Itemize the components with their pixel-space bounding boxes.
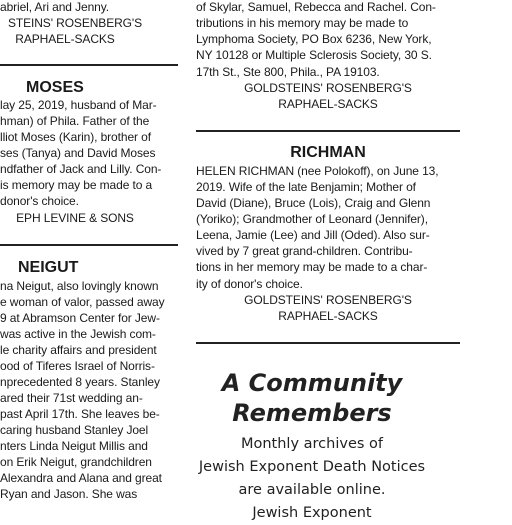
- left-column: [0, 0, 178, 512]
- obituary-text-line: nprecedented 8 years. Stanley: [0, 375, 160, 389]
- funeral-home-line: EPH LEVINE & SONS: [16, 211, 134, 225]
- obituary-text-line: na Neigut, also lovingly known: [0, 279, 159, 293]
- section-divider: [0, 244, 178, 246]
- obituary-text-line: (Yoriko); Grandmother of Leonard (Jennifer),: [196, 212, 428, 226]
- obituary-text-line: was active in the Jewish com-: [0, 327, 156, 341]
- funeral-home-line: GOLDSTEINS' ROSENBERG'S: [244, 293, 412, 307]
- obituary-text-line: Lymphoma Society, PO Box 6236, New York,: [196, 32, 432, 46]
- obituary-text-line: tributions in his memory may be made to: [196, 16, 409, 30]
- obituary-text-line: le charity affairs and president: [0, 343, 157, 357]
- obituary-text-line: Leena, Jamie (Lee) and Jill (Oded). Also sur-: [196, 228, 430, 242]
- obituary-heading-neigut: NEIGUT: [18, 259, 79, 276]
- promo-text-line: Jewish Exponent Death Notices: [198, 459, 426, 475]
- funeral-home-line: RAPHAEL-SACKS: [15, 32, 115, 46]
- obituary-text-line: e woman of valor, passed away: [0, 295, 165, 309]
- section-divider: [0, 64, 178, 66]
- obituary-heading-moses: MOSES: [26, 79, 84, 96]
- funeral-home-line: GOLDSTEINS' ROSENBERG'S: [244, 81, 412, 95]
- obituary-text-line: tions in her memory may be made to a char-: [196, 260, 428, 274]
- obituary-text-line: of Skylar, Samuel, Rebecca and Rachel. Con-: [196, 0, 436, 14]
- obituary-text-line: lay 25, 2019, husband of Mar-: [0, 98, 157, 112]
- obituary-text-line: HELEN RICHMAN (nee Polokoff), on June 13,: [196, 164, 439, 178]
- funeral-home-line: RAPHAEL-SACKS: [278, 309, 378, 323]
- promo-title-line-2: Remembers: [232, 399, 392, 427]
- obituary-text-line: caring husband Stanley Joel: [0, 423, 149, 437]
- obituary-text-line: ared their 71st wedding an-: [0, 391, 143, 405]
- promo-text-line: Monthly archives of: [240, 436, 384, 452]
- obituary-text-line: is memory may be made to a: [0, 178, 153, 192]
- funeral-home-line: RAPHAEL-SACKS: [278, 97, 378, 111]
- promo-text-line: Jewish Exponent: [252, 505, 372, 521]
- obituary-text-line: hman) of Phila. Father of the: [0, 114, 150, 128]
- obituary-text-line: past April 17th. She leaves be-: [0, 407, 160, 421]
- promo-title-line-1: A Community: [221, 369, 403, 397]
- obituary-text-line: ood of Tiferes Israel of Norris-: [0, 359, 155, 373]
- obituary-text-line: vived by 7 great grand-children. Contribu-: [196, 244, 413, 258]
- obituary-text-line: ndfather of Jack and Lilly. Con-: [0, 162, 162, 176]
- obituary-text-line: Ryan and Jason. She was: [0, 487, 138, 501]
- obituary-text-line: 9 at Abramson Center for Jew-: [0, 311, 160, 325]
- obituary-text-line: NY 10128 or Multiple Sclerosis Society, 30 S.: [196, 48, 432, 62]
- obituary-text-line: ity of donor's choice.: [196, 277, 303, 291]
- section-divider: [196, 130, 460, 132]
- obituary-text-line: 2019. Wife of the late Benjamin; Mother of: [196, 180, 416, 194]
- section-divider: [196, 342, 460, 344]
- text-line: abriel, Ari and Jenny.: [0, 0, 109, 14]
- obituary-text-line: Alexandra and Alana and great: [0, 471, 162, 485]
- obituary-text-line: lliot Moses (Karin), brother of: [0, 130, 151, 144]
- funeral-home-line: STEINS' ROSENBERG'S: [7, 16, 143, 30]
- obituary-text-line: ses (Tanya) and David Moses: [0, 146, 156, 160]
- obituary-text-line: on Erik Neigut, grandchildren: [0, 455, 152, 469]
- obituary-text-line: 17th St., Ste 800, Phila., PA 19103.: [196, 65, 380, 79]
- obituary-heading-richman: RICHMAN: [290, 144, 366, 161]
- obituary-text-line: nters Linda Neigut Millis and: [0, 439, 148, 453]
- promo-text-line: are available online.: [238, 482, 386, 498]
- obituary-text-line: David (Diane), Bruce (Lois), Craig and Glenn: [196, 196, 431, 210]
- obituary-text-line: donor's choice.: [0, 194, 79, 208]
